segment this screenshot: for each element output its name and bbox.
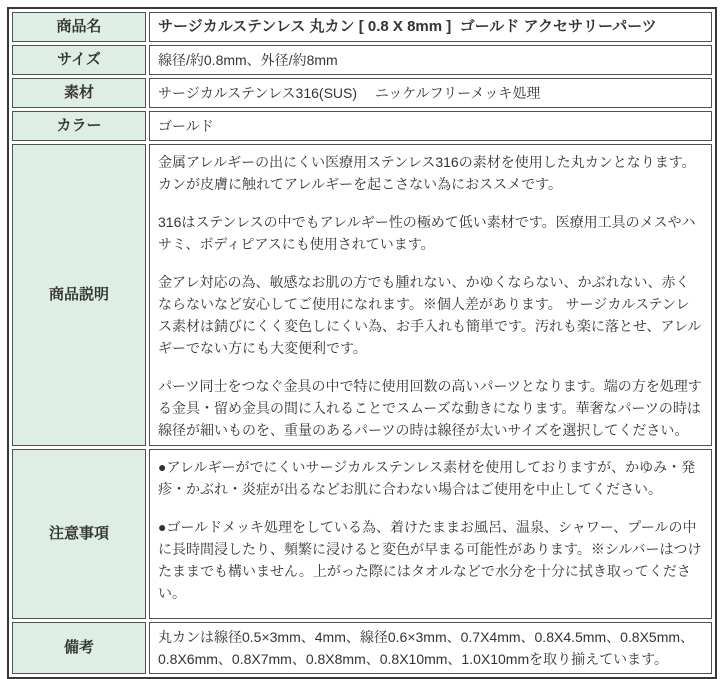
description-paragraph: 316はステンレスの中でもアレルギー性の極めて低い素材です。医療用工具のメスやハサミ、ボディピアスにも使用されています。 xyxy=(158,214,696,252)
remarks-label: 備考 xyxy=(12,622,146,674)
color-label: カラー xyxy=(12,111,146,141)
description-paragraph: パーツ同士をつなぐ金具の中で特に使用回数の高いパーツとなります。端の方を処理する金具・留め金具の間に入れることでスムーズな動きになります。華奢なパーツの時は線径が細いものを、重量のあるパーツの時は線径が太いサイズを選択してください。 xyxy=(158,378,702,438)
spec-row-color xyxy=(12,111,712,141)
spec-row-remarks xyxy=(12,622,712,674)
size-label: サイズ xyxy=(12,45,146,75)
product-name-value: サージカルステンレス 丸カン [ 0.8 X 8mm ] ゴールド アクセサリーパーツ xyxy=(149,12,712,42)
material-label: 素材 xyxy=(12,78,146,108)
caution-paragraph: ●アレルギーがでにくいサージカルステンレス素材を使用しておりますが、かゆみ・発疹・かぶれ・炎症が出るなどお肌に合わない場合はご使用を中止してください。 xyxy=(158,459,696,497)
caution-label: 注意事項 xyxy=(12,449,146,619)
caution-value xyxy=(149,449,712,619)
spec-row-product-name xyxy=(12,12,712,42)
spec-row-size xyxy=(12,45,712,75)
product-spec-table xyxy=(7,7,717,679)
spec-table-body xyxy=(12,12,712,674)
product-name-label: 商品名 xyxy=(12,12,146,42)
description-paragraph: 金アレ対応の為、敏感なお肌の方でも腫れない、かゆくならない、かぶれない、赤くならないなど安心してご使用になれます。※個人差があります。 サージカルステンレス素材は錆びにくく変色しにくい為、お手入れも簡単です。汚れも楽に落とせ、アレルギーでない方にも大変便利です。 xyxy=(158,274,702,356)
spec-row-description xyxy=(12,144,712,446)
spec-row-material xyxy=(12,78,712,108)
material-value: サージカルステンレス316(SUS) ニッケルフリーメッキ処理 xyxy=(149,78,712,108)
description-paragraph: 金属アレルギーの出にくい医療用ステンレス316の素材を使用した丸カンとなります。カンが皮膚に触れてアレルギーを起こさない為におススメです。 xyxy=(158,154,696,192)
color-value: ゴールド xyxy=(149,111,712,141)
description-label: 商品説明 xyxy=(12,144,146,446)
caution-paragraph: ●ゴールドメッキ処理をしている為、着けたままお風呂、温泉、シャワー、プールの中に長時間浸したり、頻繁に浸けると変色が早まる可能性があります。※シルバーはつけたままでも構いません。上がった際にはタオルなどで水分を十分に拭き取ってください。 xyxy=(158,519,702,601)
remarks-value: 丸カンは線径0.5×3mm、4mm、線径0.6×3mm、0.7X4mm、0.8X4.5mm、0.8X5mm、0.8X6mm、0.8X7mm、0.8X8mm、0.8X10mm、1.0X10mmを取り揃えています。 xyxy=(149,622,712,674)
spec-row-caution xyxy=(12,449,712,619)
description-value xyxy=(149,144,712,446)
size-value: 線径/約0.8mm、外径/約8mm xyxy=(149,45,712,75)
